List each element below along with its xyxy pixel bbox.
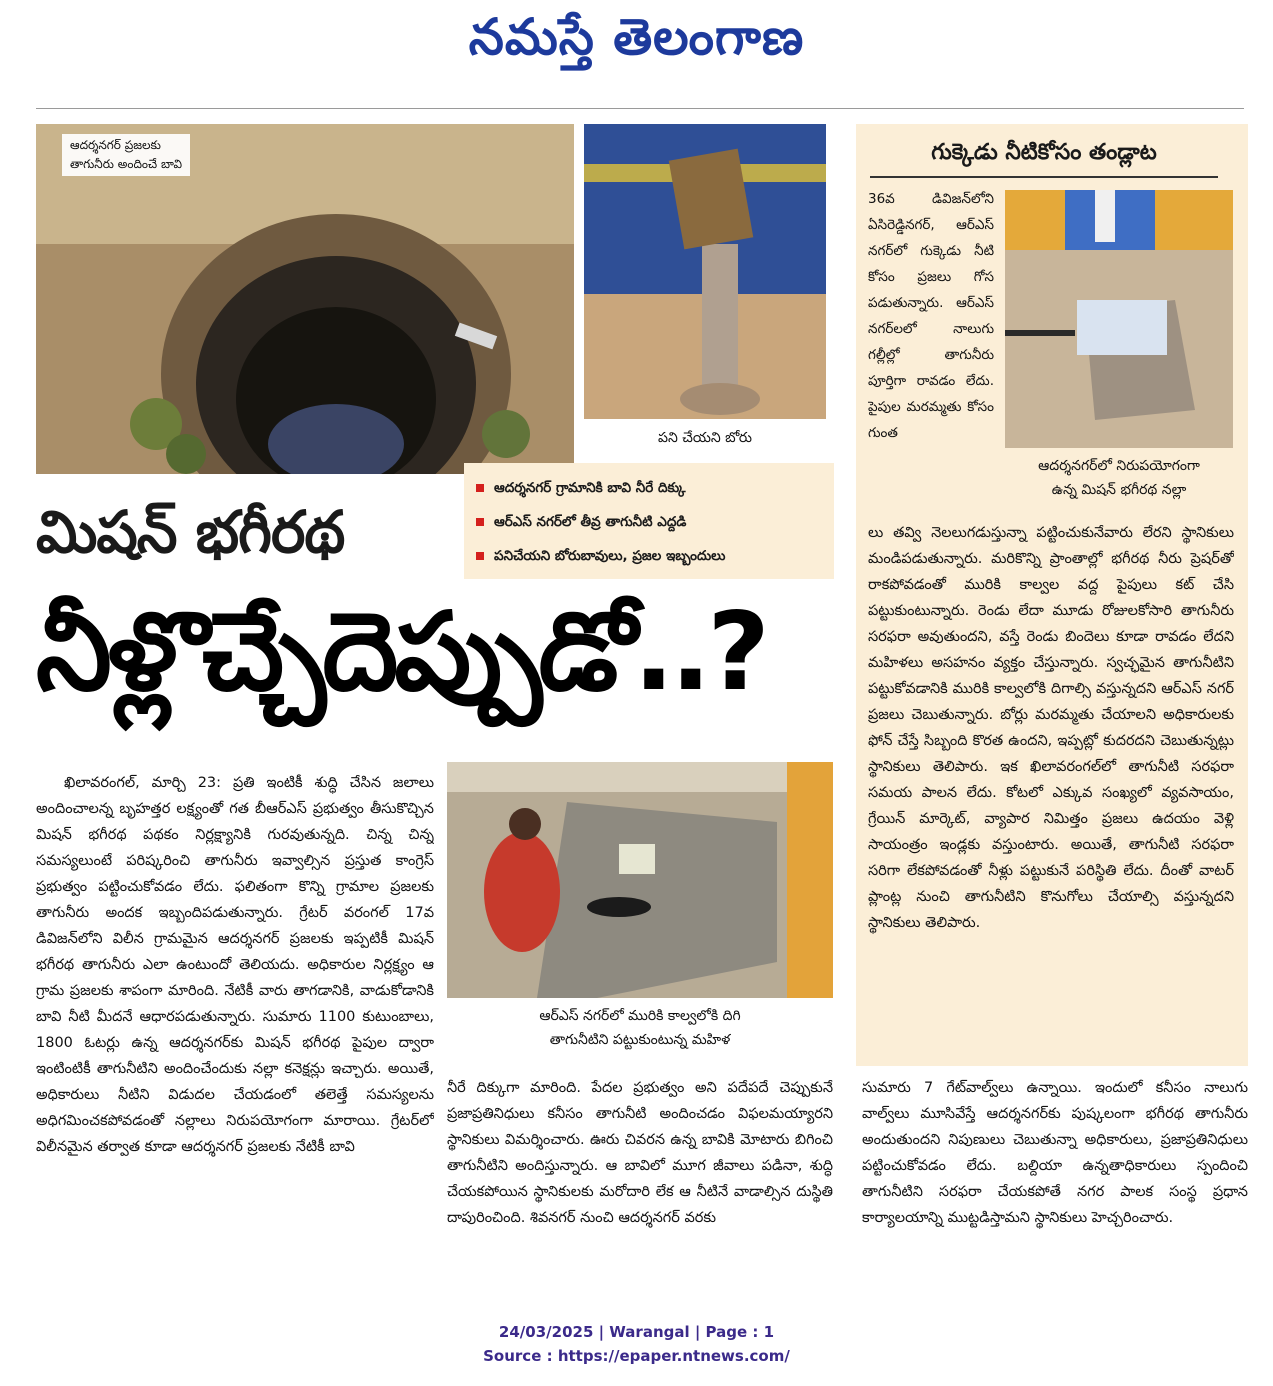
- masthead-divider: [36, 108, 1244, 109]
- woman-photo: [447, 762, 833, 998]
- headline-line2: నీళ్లొచ్చేదెప్పుడో..?: [36, 590, 766, 715]
- bullet-square-icon: [476, 484, 484, 492]
- well-tag-line2: తాగునీరు అందించే బావి: [70, 157, 182, 171]
- woman-illustration: [447, 762, 833, 998]
- masthead-logo: నమస్తే తెలంగాణ: [468, 8, 805, 66]
- well-photo-tag: [62, 134, 190, 176]
- article-column-2: నీరే దిక్కుగా మారింది. పేదల ప్రభుత్వం అని పదేపదే చెప్పుకునే ప్రజాప్రతినిధులు కనీసం తాగునీటి అందించడం విఫలమయ్యారని స్థానికులు విమర్శించారు. ఊరు చివరన ఉన్న బావికి మోటారు బిగించి తాగునీటిని అందిస్తున్నారు. ఆ బావిలో మూగ జీవాలు పడినా, శుద్ధి చేయకపోయిన స్థానికులకు మరోదారి లేక ఆ నీటినే వాడాల్సిన దుస్థితి దాపురించింది. శివనగర్ నుంచి ఆదర్శనగర్ వరకు: [447, 1080, 833, 1226]
- pipe-photo: [1005, 190, 1233, 448]
- headline-line1: మిషన్ భగీరథ: [36, 498, 345, 566]
- woman-caption-line1: ఆర్ఎస్ నగర్‌లో మురికి కాల్వలోకి దిగి: [539, 1008, 741, 1024]
- bullet-text: ఆర్ఎస్ నగర్‌లో తీవ్ర తాగునీటి ఎద్దడి: [494, 514, 687, 530]
- sidebar-text-wide: లు తవ్వి నెలలుగడుస్తున్నా పట్టించుకునేవారు లేరని స్థానికులు మండిపడుతున్నారు. మరికొన్ని ప్రాంతాల్లో భగీరథ నీరు ప్రెషర్‌తో రాకపోవడంతో మురికి కాల్వల వద్ద పైపులు కట్ చేసి పట్టుకుంటున్నారు. రెండు లేదా మూడు రోజులకోసారి తాగునీరు సరఫరా అవుతుందని, వస్తే రెండు బిందెలు కూడా రావడం లేదని మహిళలు అసహనం వ్యక్తం చేస్తున్నారు. స్వచ్ఛమైన తాగునీటిని పట్టుకోవడానికి మురికి కాల్వలోకి దిగాల్సి వస్తున్నదని ఆర్ఎస్ నగర్ ప్రజలు చెబుతున్నారు. బోర్లు మరమ్మతు చేయాలని అధికారులకు ఫోన్ చేస్తే సిబ్బంది కొరత ఉందని, ఇప్పట్లో కుదరదని చెబుతున్నట్లు స్థానికులు తెలిపారు. ఇక ఖిలావరంగల్‌లో తాగునీటి సరఫరా సమయ పాలన లేదు. కోటలో ఎక్కువ సంఖ్యలో వ్యవసాయం, గ్రేయిన్ మార్కెట్, వ్యాపార నిమిత్తం ప్రజలు ఉదయం వెళ్లి సాయంత్రం ఇండ్లకు వస్తుంటారు. అయితే, తాగునీటి సరఫరా సరిగా లేకపోవడంతో నీళ్లు పట్టుకునే పరిస్థితి లేదు. దీంతో వాటర్ ప్లాంట్ల నుంచి తాగునీటిని కొనుగోలు చేయాల్సి వస్తున్నదని స్థానికులు తెలిపారు.: [868, 525, 1234, 931]
- bullet-text: పనిచేయని బోరుబావులు, ప్రజల ఇబ్బందులు: [494, 548, 726, 564]
- footer-date-line: 24/03/2025 | Warangal | Page : 1: [498, 1323, 775, 1341]
- woman-caption-line2: తాగునీటిని పట్టుకుంటున్న మహిళ: [549, 1032, 731, 1048]
- pipe-caption: [990, 454, 1248, 502]
- article-column-1: ఖిలావరంగల్, మార్చి 23: ప్రతి ఇంటికీ శుద్ధి చేసిన జలాలు అందించాలన్న బృహత్తర లక్ష్యంతో గత బీఆర్ఎస్ ప్రభుత్వం తీసుకొచ్చిన మిషన్ భగీరథ పథకం నిర్లక్ష్యానికి గురవుతున్నది. చిన్న చిన్న సమస్యలుంటే పరిష్కరించి తాగునీరు ఇవ్వాల్సిన ప్రస్తుత కాంగ్రెస్ ప్రభుత్వం పట్టించుకోవడం లేదు. ఫలితంగా కొన్ని గ్రామాల ప్రజలకు తాగునీరు అందక ఇబ్బందిపడుతున్నారు. గ్రేటర్ వరంగల్ 17వ డివిజన్‌లోని విలీన గ్రామమైన ఆదర్శనగర్ ప్రజలకు ఇప్పటికీ మిషన్ భగీరథ తాగునీరు ఎలా ఉంటుందో తెలియదు. అధికారుల నిర్లక్ష్యం ఆ గ్రామ ప్రజలకు శాపంగా మారింది. నేటికీ వారు తాగడానికి, వాడుకోడానికి బావి నీటి మీదనే ఆధారపడుతున్నారు. సుమారు 1100 కుటుంబాలు, 1800 ఓటర్లు ఉన్న ఆదర్శనగర్‌కు మిషన్ భగీరథ పైపుల ద్వారా ఇంటింటికీ తాగునీటిని అందించేందుకు నల్లా కనెక్షన్లు ఇచ్చారు. అయితే, అధికారులు నీటిని విడుదల చేయడంలో తలెత్తే సమస్యలను అధిగమించకపోవడంతో నల్లాలు నిరుపయోగంగా మారాయి. గ్రేటర్‌లో విలీనమైన తర్వాత కూడా ఆదర్శనగర్ ప్రజలకు నేటికీ బావి: [36, 775, 434, 1155]
- pipe-illustration: [1005, 190, 1233, 448]
- woman-caption: [447, 1004, 833, 1052]
- footer-source-line: Source : https://epaper.ntnews.com/: [483, 1347, 790, 1365]
- bullet-item: [476, 539, 826, 573]
- sidebar-text-narrow: 36వ డివిజన్‌లోని ఏసిరెడ్డినగర్, ఆర్ఎస్ నగర్‌లో గుక్కెడు నీటి కోసం ప్రజలు గోస పడుతున్నారు. ఆర్ఎస్ నగర్‌లలో నాలుగు గల్లీల్లో తాగునీరు పూర్తిగా రావడం లేదు. పైపుల మరమ్మతు కోసం గుంత: [868, 191, 994, 441]
- pipe-caption-line2: ఉన్న మిషన్ భగీరథ నల్లా: [1051, 482, 1187, 498]
- bullet-item: [476, 505, 826, 539]
- well-tag-line1: ఆదర్శనగర్ ప్రజలకు: [70, 138, 161, 152]
- pipe-caption-line1: ఆదర్శనగర్‌లో నిరుపయోగంగా: [1038, 458, 1200, 474]
- borewell-photo: [584, 124, 826, 419]
- article-column-3: సుమారు 7 గేట్‌వాల్వ్‌లు ఉన్నాయి. ఇందులో కనీసం నాలుగు వాల్వ్‌లు మూసివేస్తే ఆదర్శనగర్‌కు పుష్కలంగా భగీరథ తాగునీరు అందుతుందని నిపుణులు చెబుతున్నా అధికారులు, ప్రజాప్రతినిధులు పట్టించుకోవడం లేదు. బల్దియా ఉన్నతాధికారులు స్పందించి తాగునీటిని సరఫరా చేయకపోతే నగర పాలక సంస్థ ప్రధాన కార్యాలయాన్ని ముట్టడిస్తామని స్థానికులు హెచ్చరించారు.: [862, 1080, 1248, 1226]
- bullet-item: [476, 471, 826, 505]
- sidebar-title: గుక్కెడు నీటికోసం తండ్లాట: [870, 140, 1218, 178]
- bullet-square-icon: [476, 552, 484, 560]
- bullet-text: ఆదర్శనగర్ గ్రామానికి బావి నీరే దిక్కు: [494, 480, 686, 496]
- well-illustration: [36, 124, 574, 474]
- highlight-bullets: [464, 463, 834, 579]
- borewell-caption: పని చేయని బోరు: [658, 430, 752, 446]
- bullet-square-icon: [476, 518, 484, 526]
- well-photo: [36, 124, 574, 474]
- borewell-illustration: [584, 124, 826, 419]
